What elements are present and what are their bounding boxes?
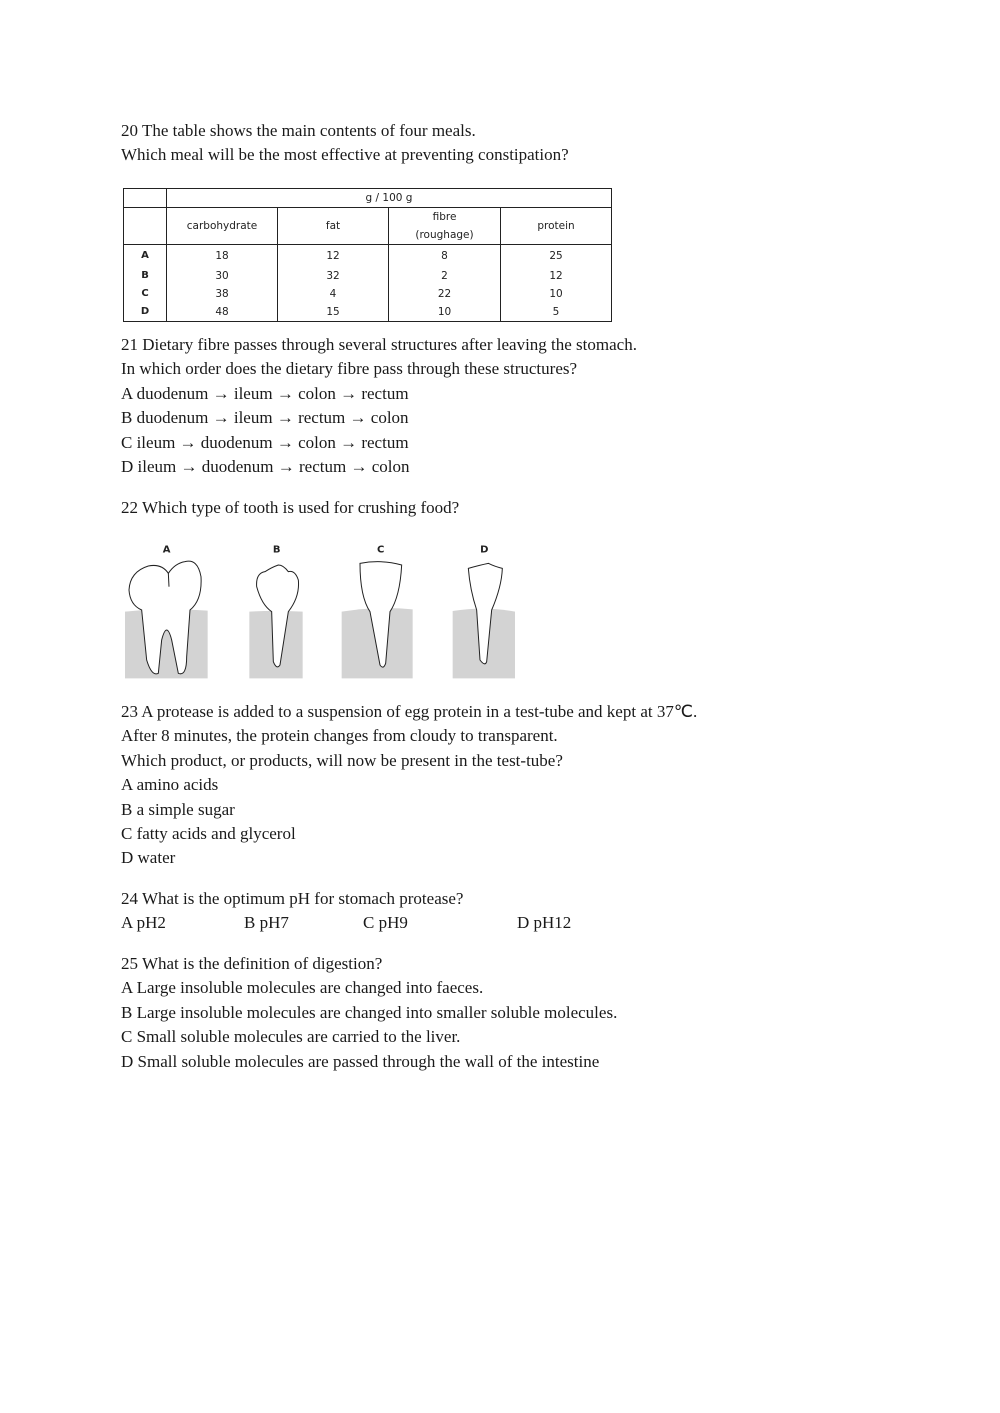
- question-21: [121, 333, 637, 479]
- question-text: 24 What is the optimum pH for stomach protease?: [121, 889, 464, 908]
- question-23: [121, 700, 697, 871]
- option-a: A pH2: [121, 913, 166, 932]
- table-row: D 48 15 10 5: [124, 303, 612, 322]
- option-b: B a simple sugar: [121, 799, 235, 819]
- table-row: C 38 4 22 10: [124, 285, 612, 303]
- table-row: A 18 12 8 25: [124, 245, 612, 267]
- tooth-label: B: [272, 544, 281, 556]
- option-c: C Small soluble molecules are carried to the liver.: [121, 1027, 461, 1047]
- meal-contents-table: [123, 188, 612, 322]
- option-c: C fatty acids and glycerol: [121, 823, 296, 843]
- option-b: B duodenum → ileum → rectum → colon: [121, 408, 409, 428]
- question-text: 20 The table shows the main contents of four meals.: [121, 121, 476, 140]
- question-text: In which order does the dietary fibre pass through these structures?: [121, 359, 578, 379]
- question-text: 23 A protease is added to a suspension of egg protein in a test-tube and kept at 37℃.: [121, 702, 698, 721]
- col-header: fibre (roughage): [389, 208, 501, 245]
- tooth-label: C: [376, 544, 385, 556]
- option-c: C ileum → duodenum → colon → rectum: [121, 432, 409, 452]
- question-25: [121, 952, 617, 1074]
- option-c: C pH9: [363, 913, 408, 932]
- option-a: A Large insoluble molecules are changed into faeces.: [121, 978, 484, 998]
- col-header: carbohydrate: [167, 208, 278, 245]
- question-text: 21 Dietary fibre passes through several structures after leaving the stomach.: [121, 335, 637, 354]
- question-22: [121, 496, 459, 520]
- tooth-label: A: [162, 544, 171, 556]
- question-text: 22 Which type of tooth is used for crushing food?: [121, 498, 460, 517]
- table-row: B 30 32 2 12: [124, 267, 612, 285]
- question-text: Which meal will be the most effective at preventing constipation?: [121, 145, 569, 165]
- option-d: D pH12: [517, 913, 572, 932]
- option-a: A amino acids: [121, 775, 219, 795]
- option-d: D water: [121, 848, 176, 868]
- unit-header: g / 100 g: [167, 189, 612, 208]
- col-header: fat: [278, 208, 389, 245]
- option-b: B pH7: [244, 913, 289, 932]
- question-20: [121, 119, 569, 168]
- question-text: Which product, or products, will now be present in the test-tube?: [121, 750, 563, 770]
- question-24-options: [121, 911, 721, 935]
- question-24: [121, 887, 463, 911]
- tooth-label: D: [480, 544, 489, 556]
- col-header: protein: [501, 208, 612, 245]
- option-d: D ileum → duodenum → rectum → colon: [121, 456, 410, 476]
- option-a: A duodenum → ileum → colon → rectum: [121, 383, 409, 403]
- question-text: 25 What is the definition of digestion?: [121, 954, 383, 973]
- option-d: D Small soluble molecules are passed through the wall of the intestine: [121, 1051, 600, 1071]
- teeth-diagram: [115, 530, 525, 690]
- question-text: After 8 minutes, the protein changes from cloudy to transparent.: [121, 726, 558, 746]
- molar-groove: [168, 573, 169, 586]
- option-b: B Large insoluble molecules are changed into smaller soluble molecules.: [121, 1002, 618, 1022]
